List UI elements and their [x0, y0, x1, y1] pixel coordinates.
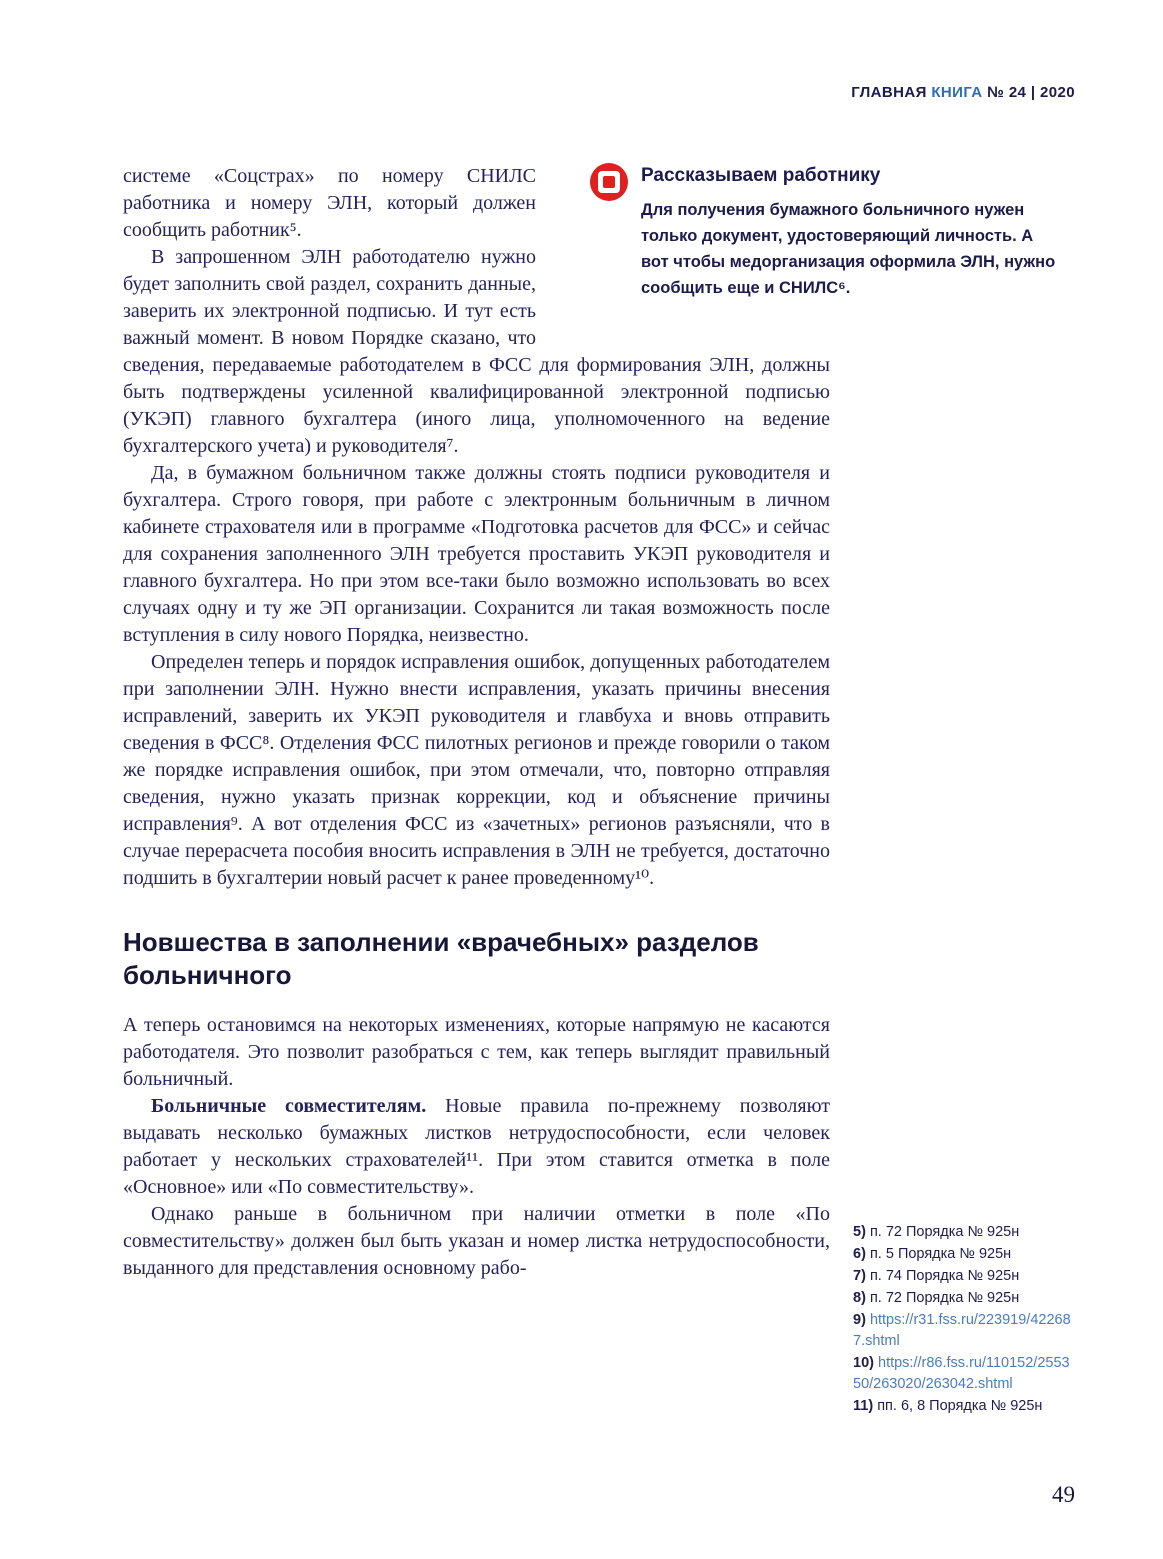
footnote-text: п. 74 Порядка № 925н [869, 1268, 1020, 1284]
footnote-6 [853, 1244, 1077, 1265]
footnote-8 [853, 1288, 1077, 1309]
issue-number: № 24 | 2020 [987, 84, 1075, 101]
paragraph-parttime-rest: Новые правила по-прежнему позволяют выдавать несколько бумажных листков нетрудоспособности, если человек работает у нескольких страхователей¹¹. При этом ставится отметка в поле «Основное» или «По совместительству». [123, 1095, 830, 1198]
callout-body: Для получения бумажного больничного нужен только документ, удостоверяющий личность. А вот чтобы медорганизация оформила ЭЛН, нужно сообщить еще и СНИЛС⁶. [641, 201, 1056, 297]
brand-word-glavnaya: ГЛАВНАЯ [851, 84, 927, 101]
footnote-number: 5) [853, 1224, 866, 1240]
footnote-link[interactable]: https://r86.fss.ru/110152/255350/263020/263042.shtml [853, 1355, 1070, 1392]
record-dot-icon [590, 163, 628, 201]
brand-word-kniga: КНИГА [931, 84, 983, 101]
page-number: 49 [1052, 1482, 1075, 1507]
footnote-text: п. 72 Порядка № 925н [869, 1224, 1020, 1240]
running-head [851, 84, 1075, 101]
paragraph-requested-eln: В запрошенном ЭЛН работодателю нужно будет заполнить свой раздел, сохранить данные, заверить их электронной подписью. И тут есть важный момент. В новом Порядке сказано, что сведения, передаваемые работодателем в ФСС для формирования ЭЛН, должны быть подтверждены усиленной квалифицированной электронной подписью (УКЭП) главного бухгалтера (иного лица, уполномоченного на ведение бухгалтерского учета) и руководителя⁷. [123, 246, 830, 457]
footnote-7 [853, 1266, 1077, 1287]
footnote-number: 6) [853, 1246, 866, 1262]
footnote-number: 8) [853, 1290, 866, 1306]
footnote-number: 11) [853, 1398, 874, 1414]
paragraph-paper-signatures: Да, в бумажном больничном также должны стоять подписи руководителя и бухгалтера. Строго говоря, при работе с электронным больничным в личном кабинете страхователя или в программе «Подготовка расчетов для ФСС» и сейчас для сохранения заполненного ЭЛН требуется проставить УКЭП руководителя и главного бухгалтера. Но при этом все-таки было возможно использовать во всех случаях одну и ту же ЭП организации. Сохранится ли такая возможность после вступления в силу нового Порядка, неизвестно. [123, 462, 830, 646]
footnote-text: пп. 6, 8 Порядка № 925н [877, 1398, 1043, 1414]
footnote-number: 9) [853, 1312, 866, 1328]
callout-text [641, 165, 1062, 301]
employee-note-callout [590, 161, 1062, 301]
footnote-link[interactable]: https://r31.fss.ru/223919/422687.shtml [853, 1312, 1071, 1349]
paragraph-parttime [123, 1093, 830, 1201]
footnote-number: 7) [853, 1268, 866, 1284]
footnotes-column [853, 1222, 1077, 1418]
paragraph-error-corrections: Определен теперь и порядок исправления ошибок, допущенных работодателем при заполнении ЭЛН. Нужно внести исправления, указать причины внесения исправлений, заверить их УКЭП руководителя и главбуха и вновь отправить сведения в ФСС⁸. Отделения ФСС пилотных регионов и прежде говорили о таком же порядке исправления ошибок, при этом отмечали, что, повторно отправляя сведения, нужно указать признак коррекции, код и объяснение причины исправления⁹. А вот отделения ФСС из «зачетных» регионов разъясняли, что в случае перерасчета пособия вносить исправления в ЭЛН не требуется, достаточно подшить в бухгалтерии новый расчет к ранее проведенному¹⁰. [123, 651, 830, 889]
footnote-10 [853, 1353, 1077, 1395]
footnote-number: 10) [853, 1355, 874, 1371]
footnote-11 [853, 1396, 1077, 1417]
footnote-text: п. 5 Порядка № 925н [869, 1246, 1012, 1262]
footnote-text: п. 72 Порядка № 925н [869, 1290, 1020, 1306]
paragraph-parttime-lead: Больничные совместителям. [151, 1095, 427, 1117]
callout-title: Рассказываем работнику [641, 165, 881, 186]
section-heading: Новшества в заполнении «врачебных» разделов больничного [123, 927, 759, 990]
paragraph-changes-overview: А теперь остановимся на некоторых изменениях, которые напрямую не касаются работодателя. Это позволит разобраться с тем, как теперь выглядит правильный больничный. [123, 1014, 830, 1090]
paragraph-intro: системе «Соцстрах» по номеру СНИЛС работника и номеру ЭЛН, который должен сообщить работник⁵. [123, 165, 536, 241]
paragraph-however: Однако раньше в больничном при наличии отметки в поле «По совместительству» должен был быть указан и номер листка нетрудоспособности, выданного для представления основному рабо- [123, 1203, 830, 1279]
footnote-5 [853, 1222, 1077, 1243]
footnote-9 [853, 1310, 1077, 1352]
